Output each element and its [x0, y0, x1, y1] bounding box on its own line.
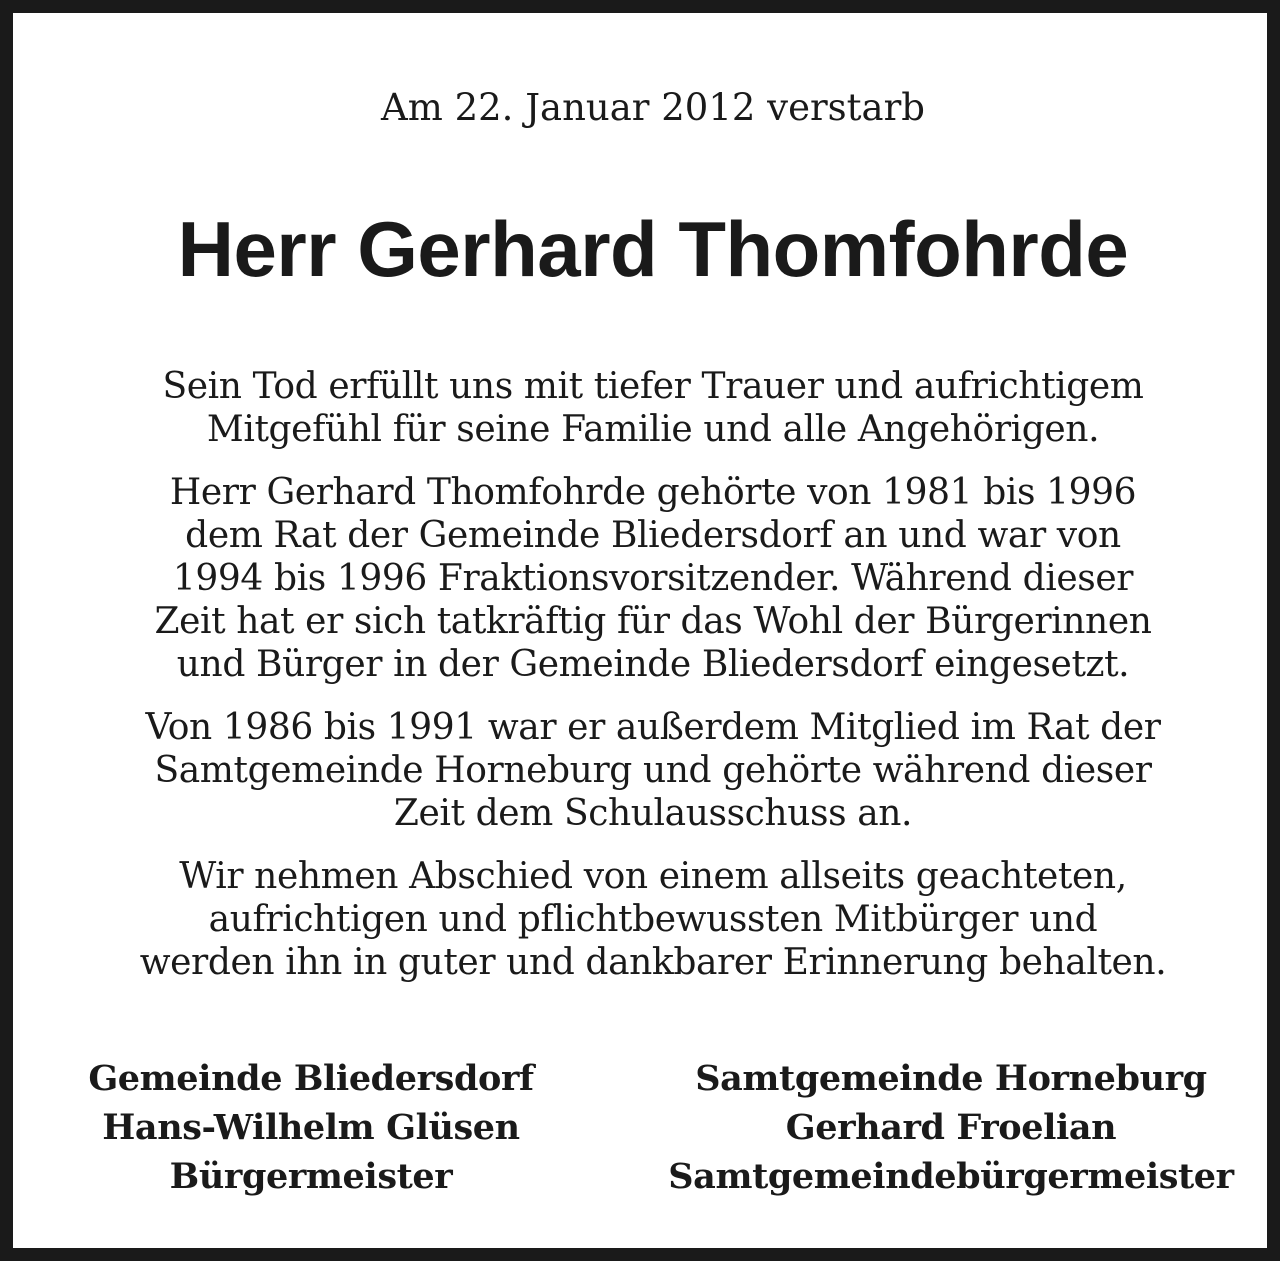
signature-person: Hans-Wilhelm Glüsen — [102, 1107, 520, 1148]
paragraph-council-service — [26, 471, 1280, 686]
text-line: Zeit dem Schulausschuss an. — [393, 793, 913, 834]
text-line: und Bürger in der Gemeinde Bliedersdorf eingesetzt. — [176, 644, 1130, 685]
signature-left — [66, 1054, 556, 1201]
text-line: dem Rat der Gemeinde Bliedersdorf an und war von — [185, 515, 1121, 556]
text-line: Samtgemeinde Horneburg und gehörte während dieser — [154, 750, 1152, 791]
signature-person: Gerhard Froelian — [785, 1107, 1117, 1148]
intro-line: Am 22. Januar 2012 verstarb — [381, 86, 925, 129]
paragraph-farewell — [26, 855, 1280, 984]
text-line: aufrichtigen und pflichtbewussten Mitbürger und — [208, 899, 1098, 940]
text-line: Sein Tod erfüllt uns mit tiefer Trauer und aufrichtigem — [162, 366, 1144, 407]
signature-organization: Gemeinde Bliedersdorf — [88, 1058, 534, 1099]
notice-content — [26, 26, 1280, 1261]
paragraph-samtgemeinde-service — [26, 706, 1280, 835]
text-line: 1994 bis 1996 Fraktionsvorsitzender. Während dieser — [172, 558, 1134, 599]
deceased-name: Herr Gerhard Thomfohrde — [177, 205, 1129, 293]
text-line: werden ihn in guter und dankbarer Erinnerung behalten. — [139, 942, 1167, 983]
text-line: Von 1986 bis 1991 war er außerdem Mitglied im Rat der — [145, 707, 1161, 748]
text-line: Wir nehmen Abschied von einem allseits geachteten, — [179, 856, 1127, 897]
text-line: Herr Gerhard Thomfohrde gehörte von 1981 bis 1996 — [169, 472, 1137, 513]
signature-role: Samtgemeindebürgermeister — [668, 1156, 1234, 1197]
text-line: Zeit hat er sich tatkräftig für das Wohl der Bürgerinnen — [154, 601, 1152, 642]
paragraph-condolence — [26, 365, 1280, 451]
notice-body — [26, 365, 1280, 1004]
signature-organization: Samtgemeinde Horneburg — [695, 1058, 1207, 1099]
signature-right — [646, 1054, 1256, 1201]
signature-role: Bürgermeister — [169, 1156, 453, 1197]
text-line: Mitgefühl für seine Familie und alle Angehörigen. — [206, 409, 1100, 450]
